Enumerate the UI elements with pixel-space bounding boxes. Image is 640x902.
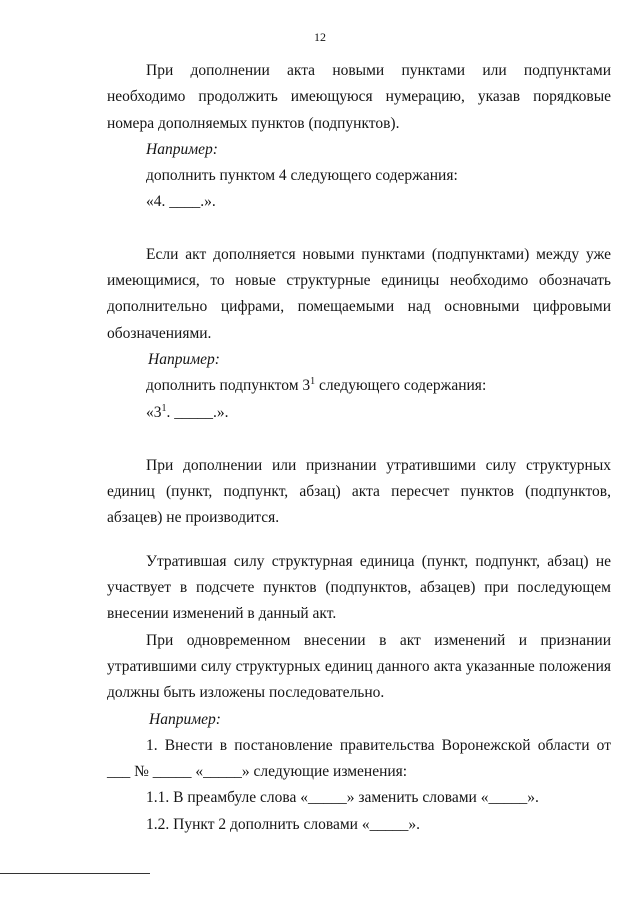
paragraph-no-renumbering: При дополнении или признании утратившими силу структурных единиц (пункт, подпункт, абзац) акта пересчет пунктов (подпунктов, абзацев) не производится.: [107, 456, 611, 527]
paragraph-numbering-continuation: При дополнении акта новыми пунктами или подпунктами необходимо продолжить имеющуюся нумерацию, указав порядковые номера дополняемых пунктов (подпунктов).: [107, 62, 611, 132]
superscript-number: 1: [161, 402, 167, 414]
paragraph-repealed-unit: Утратившая силу структурная единица (пункт, подпункт, абзац) не участвует в подсчете пунктов (подпунктов, абзацев) при последующем внесении изменений в данный акт.: [107, 552, 611, 623]
superscript-number: 1: [310, 376, 316, 388]
example-subitem: 1.1. В преамбуле слова «_____» заменить словами «_____».: [146, 789, 539, 807]
paragraph-superscript-numbering: Если акт дополняется новыми пунктами (подпунктами) между уже имеющимися, то новые структурные единицы необходимо обозначать дополнительно цифрами, помещаемыми над основными цифровыми обозначениями.: [107, 245, 611, 342]
paragraph-spacer: [107, 532, 611, 549]
example-text: дополнить подпунктом 3: [146, 377, 311, 395]
example-label: Например:: [146, 140, 218, 158]
example-item: 1. Внести в постановление правительства Воронежской области от ___ № _____ «_____» следующие изменения:: [107, 736, 611, 781]
example-text: следующего содержания:: [315, 377, 487, 395]
footer-divider: [0, 873, 150, 874]
example-text: . _____.».: [166, 403, 229, 421]
example-line: [107, 373, 611, 399]
paragraph-spacer: [107, 216, 611, 242]
document-body: [107, 58, 611, 838]
example-label: Например:: [148, 350, 220, 368]
paragraph-sequential-order: При одновременном внесении в акт изменений и признании утратившими силу структурных единиц данного акта указанные положения должны быть изложены последовательно.: [107, 631, 611, 702]
example-line: [107, 400, 611, 426]
example-line: дополнить пунктом 4 следующего содержания:: [146, 167, 458, 185]
example-label: Например:: [149, 710, 221, 728]
paragraph-spacer: [107, 426, 611, 453]
example-line: «4. ____.».: [146, 193, 216, 211]
example-text: «3: [146, 403, 162, 421]
example-subitem: 1.2. Пункт 2 дополнить словами «_____».: [146, 815, 420, 833]
page-number: 12: [314, 30, 326, 44]
